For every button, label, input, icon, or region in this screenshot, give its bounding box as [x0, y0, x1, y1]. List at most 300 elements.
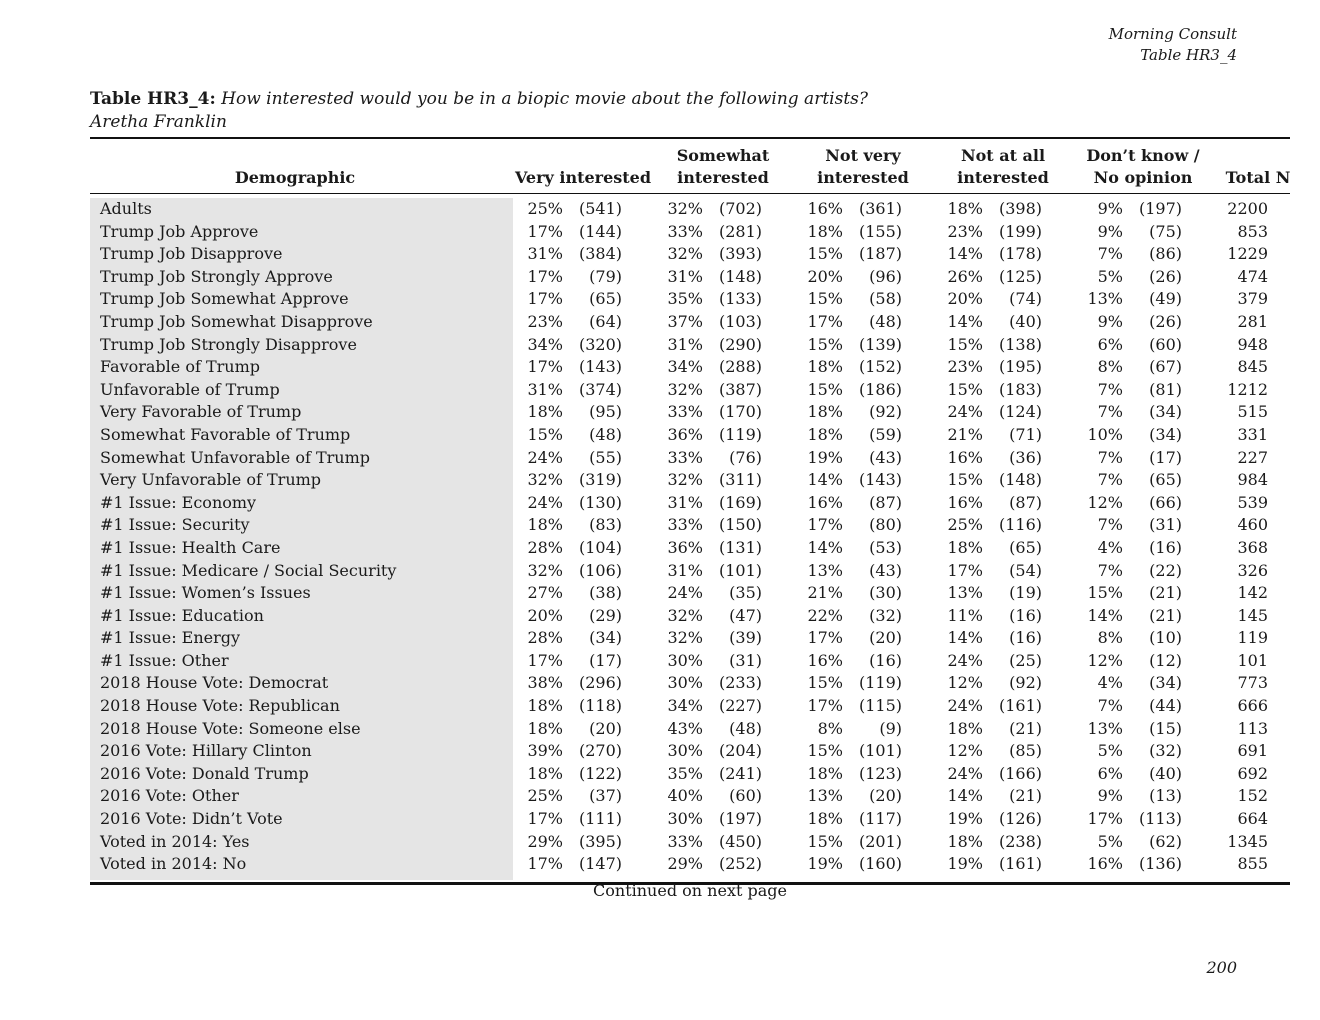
table-row: [90, 198, 1290, 221]
table-row: [90, 560, 1290, 583]
not-very-interested-pct: 18%: [807, 357, 843, 377]
col-very-interested: Very interested: [514, 168, 652, 187]
dont-know-count: (65): [1149, 470, 1182, 490]
total-n: 664: [1237, 809, 1268, 829]
very-interested-pct: 25%: [527, 199, 563, 218]
not-at-all-interested-count: (74): [1009, 289, 1042, 309]
not-very-interested-pct: 19%: [807, 854, 843, 874]
somewhat-interested-pct: 29%: [667, 854, 703, 874]
table-row: [90, 334, 1290, 357]
table-row: [90, 537, 1290, 560]
very-interested-count: (79): [589, 266, 622, 286]
not-very-interested-count: (160): [858, 854, 902, 874]
very-interested-pct: 29%: [527, 831, 563, 851]
dont-know-count: (15): [1149, 718, 1182, 738]
not-at-all-interested-count: (161): [998, 854, 1042, 874]
very-interested-count: (143): [578, 357, 622, 377]
somewhat-interested-count: (233): [718, 673, 762, 693]
very-interested-pct: 24%: [527, 447, 563, 467]
not-very-interested-count: (96): [869, 266, 902, 286]
not-at-all-interested-pct: 24%: [947, 650, 983, 670]
very-interested-count: (64): [589, 311, 622, 331]
not-at-all-interested-count: (21): [1009, 718, 1042, 738]
dont-know-count: (34): [1149, 673, 1182, 693]
col-notvery-line2: interested: [817, 168, 909, 187]
somewhat-interested-pct: 33%: [667, 221, 703, 241]
not-at-all-interested-pct: 24%: [947, 696, 983, 716]
col-notatall-line2: interested: [957, 168, 1049, 187]
dont-know-pct: 7%: [1097, 447, 1123, 467]
not-very-interested-count: (43): [869, 447, 902, 467]
dont-know-pct: 7%: [1097, 560, 1123, 580]
not-very-interested-count: (361): [858, 199, 902, 218]
somewhat-interested-count: (47): [729, 605, 762, 625]
col-somewhat-line1: Somewhat: [676, 146, 770, 165]
very-interested-count: (20): [589, 718, 622, 738]
table-row: [90, 469, 1290, 492]
total-n: 368: [1237, 537, 1268, 557]
very-interested-pct: 18%: [527, 763, 563, 783]
dont-know-count: (81): [1149, 379, 1182, 399]
not-at-all-interested-pct: 26%: [947, 266, 983, 286]
very-interested-count: (95): [589, 402, 622, 422]
not-at-all-interested-pct: 14%: [947, 311, 983, 331]
table-question: How interested would you be in a biopic movie about the following artists?: [221, 89, 868, 109]
somewhat-interested-pct: 37%: [667, 311, 703, 331]
not-very-interested-count: (9): [879, 718, 902, 738]
dont-know-pct: 7%: [1097, 379, 1123, 399]
dont-know-count: (10): [1149, 628, 1182, 648]
table-row: [90, 718, 1290, 741]
page-number: 200: [1206, 958, 1237, 977]
dont-know-pct: 8%: [1097, 357, 1123, 377]
table-label: Table HR3_4:: [90, 89, 216, 109]
somewhat-interested-count: (290): [718, 334, 762, 354]
not-at-all-interested-pct: 21%: [947, 424, 983, 444]
table-row: [90, 424, 1290, 447]
dont-know-count: (26): [1149, 311, 1182, 331]
very-interested-count: (17): [589, 650, 622, 670]
somewhat-interested-pct: 36%: [667, 424, 703, 444]
not-very-interested-pct: 18%: [807, 402, 843, 422]
dont-know-count: (21): [1149, 605, 1182, 625]
very-interested-count: (320): [578, 334, 622, 354]
very-interested-pct: 23%: [527, 311, 563, 331]
not-very-interested-count: (115): [858, 696, 902, 716]
not-very-interested-pct: 18%: [807, 809, 843, 829]
not-very-interested-count: (59): [869, 424, 902, 444]
table-row: [90, 243, 1290, 266]
not-at-all-interested-pct: 18%: [947, 537, 983, 557]
somewhat-interested-count: (281): [718, 221, 762, 241]
somewhat-interested-count: (31): [729, 650, 762, 670]
not-at-all-interested-count: (138): [998, 334, 1042, 354]
dont-know-pct: 5%: [1097, 266, 1123, 286]
dont-know-count: (67): [1149, 357, 1182, 377]
not-very-interested-pct: 15%: [807, 289, 843, 309]
row-label: #1 Issue: Energy: [100, 628, 241, 648]
somewhat-interested-count: (39): [729, 628, 762, 648]
total-n: 474: [1237, 266, 1268, 286]
somewhat-interested-count: (60): [729, 786, 762, 806]
row-label: #1 Issue: Economy: [100, 492, 257, 512]
table-row: [90, 379, 1290, 402]
row-label: 2016 Vote: Hillary Clinton: [100, 741, 312, 761]
very-interested-count: (106): [578, 560, 622, 580]
very-interested-pct: 39%: [527, 741, 563, 761]
very-interested-pct: 31%: [527, 244, 563, 264]
dont-know-count: (32): [1149, 741, 1182, 761]
somewhat-interested-pct: 32%: [667, 605, 703, 625]
total-n: 666: [1237, 696, 1268, 716]
dont-know-pct: 15%: [1087, 583, 1123, 603]
dont-know-count: (197): [1138, 199, 1182, 218]
not-very-interested-count: (20): [869, 628, 902, 648]
dont-know-pct: 5%: [1097, 831, 1123, 851]
somewhat-interested-count: (48): [729, 718, 762, 738]
not-at-all-interested-count: (199): [998, 221, 1042, 241]
not-very-interested-pct: 15%: [807, 334, 843, 354]
not-at-all-interested-pct: 12%: [947, 741, 983, 761]
very-interested-count: (83): [589, 515, 622, 535]
not-at-all-interested-count: (19): [1009, 583, 1042, 603]
table-row: [90, 311, 1290, 334]
row-label: Somewhat Unfavorable of Trump: [100, 447, 370, 467]
table-row: [90, 288, 1290, 311]
dont-know-pct: 6%: [1097, 334, 1123, 354]
not-at-all-interested-count: (126): [998, 809, 1042, 829]
not-at-all-interested-pct: 15%: [947, 334, 983, 354]
table-body: [90, 194, 1290, 882]
not-very-interested-count: (58): [869, 289, 902, 309]
not-very-interested-count: (152): [858, 357, 902, 377]
not-at-all-interested-pct: 14%: [947, 628, 983, 648]
not-at-all-interested-count: (65): [1009, 537, 1042, 557]
not-at-all-interested-count: (178): [998, 244, 1042, 264]
dont-know-count: (13): [1149, 786, 1182, 806]
row-label: Voted in 2014: Yes: [100, 831, 250, 851]
very-interested-count: (65): [589, 289, 622, 309]
somewhat-interested-count: (311): [718, 470, 762, 490]
row-label: #1 Issue: Medicare / Social Security: [100, 560, 397, 580]
not-at-all-interested-pct: 19%: [947, 854, 983, 874]
not-at-all-interested-count: (21): [1009, 786, 1042, 806]
table-row: [90, 447, 1290, 470]
total-n: 984: [1237, 470, 1268, 490]
table-row: [90, 672, 1290, 695]
somewhat-interested-pct: 40%: [667, 786, 703, 806]
not-at-all-interested-pct: 15%: [947, 379, 983, 399]
somewhat-interested-pct: 31%: [667, 560, 703, 580]
row-label: Unfavorable of Trump: [100, 379, 280, 399]
not-very-interested-count: (48): [869, 311, 902, 331]
dont-know-count: (16): [1149, 537, 1182, 557]
very-interested-pct: 38%: [527, 673, 563, 693]
very-interested-pct: 18%: [527, 696, 563, 716]
table-row: [90, 605, 1290, 628]
not-at-all-interested-count: (87): [1009, 492, 1042, 512]
dont-know-count: (26): [1149, 266, 1182, 286]
row-label: Trump Job Somewhat Disapprove: [100, 311, 373, 331]
very-interested-pct: 32%: [527, 470, 563, 490]
not-at-all-interested-count: (16): [1009, 605, 1042, 625]
very-interested-count: (319): [578, 470, 622, 490]
somewhat-interested-count: (227): [718, 696, 762, 716]
very-interested-count: (104): [578, 537, 622, 557]
not-very-interested-count: (119): [858, 673, 902, 693]
not-very-interested-pct: 21%: [807, 583, 843, 603]
not-at-all-interested-pct: 25%: [947, 515, 983, 535]
table-row: [90, 808, 1290, 831]
not-at-all-interested-pct: 12%: [947, 673, 983, 693]
dont-know-pct: 7%: [1097, 470, 1123, 490]
row-label: 2016 Vote: Donald Trump: [100, 763, 309, 783]
very-interested-pct: 17%: [527, 854, 563, 874]
very-interested-count: (38): [589, 583, 622, 603]
somewhat-interested-count: (702): [718, 199, 762, 218]
very-interested-pct: 20%: [527, 605, 563, 625]
somewhat-interested-pct: 32%: [667, 199, 703, 218]
somewhat-interested-pct: 33%: [667, 402, 703, 422]
not-very-interested-pct: 17%: [807, 311, 843, 331]
dont-know-count: (86): [1149, 244, 1182, 264]
not-very-interested-count: (32): [869, 605, 902, 625]
somewhat-interested-pct: 33%: [667, 515, 703, 535]
dont-know-pct: 5%: [1097, 741, 1123, 761]
somewhat-interested-count: (252): [718, 854, 762, 874]
somewhat-interested-pct: 34%: [667, 357, 703, 377]
not-at-all-interested-pct: 20%: [947, 289, 983, 309]
not-very-interested-count: (117): [858, 809, 902, 829]
somewhat-interested-pct: 34%: [667, 696, 703, 716]
dont-know-pct: 7%: [1097, 244, 1123, 264]
col-notatall-line1: Not at all: [960, 146, 1046, 165]
row-label: Trump Job Approve: [100, 221, 259, 241]
somewhat-interested-count: (197): [718, 809, 762, 829]
dont-know-pct: 14%: [1087, 605, 1123, 625]
somewhat-interested-pct: 33%: [667, 447, 703, 467]
somewhat-interested-pct: 35%: [667, 289, 703, 309]
not-at-all-interested-pct: 23%: [947, 357, 983, 377]
total-n: 331: [1237, 424, 1268, 444]
very-interested-pct: 24%: [527, 492, 563, 512]
dont-know-pct: 13%: [1087, 718, 1123, 738]
somewhat-interested-count: (148): [718, 266, 762, 286]
not-very-interested-pct: 15%: [807, 379, 843, 399]
total-n: 1212: [1227, 379, 1268, 399]
somewhat-interested-pct: 32%: [667, 379, 703, 399]
not-at-all-interested-count: (85): [1009, 741, 1042, 761]
very-interested-pct: 17%: [527, 266, 563, 286]
dont-know-count: (44): [1149, 696, 1182, 716]
very-interested-pct: 25%: [527, 786, 563, 806]
not-at-all-interested-count: (124): [998, 402, 1042, 422]
very-interested-count: (118): [578, 696, 622, 716]
header-org: Morning Consult: [1108, 25, 1237, 43]
dont-know-pct: 9%: [1097, 311, 1123, 331]
very-interested-pct: 17%: [527, 357, 563, 377]
total-n: 113: [1237, 718, 1268, 738]
row-label: Trump Job Somewhat Approve: [100, 289, 349, 309]
table-subtitle: Aretha Franklin: [90, 112, 227, 132]
not-at-all-interested-count: (25): [1009, 650, 1042, 670]
row-label: #1 Issue: Security: [100, 515, 250, 535]
not-at-all-interested-count: (398): [998, 199, 1042, 218]
dont-know-count: (22): [1149, 560, 1182, 580]
total-n: 539: [1237, 492, 1268, 512]
total-n: 1229: [1227, 244, 1268, 264]
not-very-interested-pct: 15%: [807, 741, 843, 761]
very-interested-count: (374): [578, 379, 622, 399]
very-interested-pct: 17%: [527, 809, 563, 829]
very-interested-count: (29): [589, 605, 622, 625]
dont-know-count: (113): [1138, 809, 1182, 829]
row-label: Very Favorable of Trump: [100, 402, 302, 422]
total-n: 281: [1237, 311, 1268, 331]
somewhat-interested-pct: 31%: [667, 266, 703, 286]
not-very-interested-pct: 15%: [807, 244, 843, 264]
continued-note: Continued on next page: [593, 881, 787, 900]
not-at-all-interested-pct: 16%: [947, 447, 983, 467]
somewhat-interested-pct: 32%: [667, 470, 703, 490]
somewhat-interested-count: (450): [718, 831, 762, 851]
somewhat-interested-count: (76): [729, 447, 762, 467]
row-label: 2016 Vote: Other: [100, 786, 239, 806]
somewhat-interested-count: (150): [718, 515, 762, 535]
dont-know-count: (31): [1149, 515, 1182, 535]
not-very-interested-count: (123): [858, 763, 902, 783]
very-interested-pct: 34%: [527, 334, 563, 354]
total-n: 692: [1237, 763, 1268, 783]
dont-know-count: (136): [1138, 854, 1182, 874]
somewhat-interested-pct: 32%: [667, 244, 703, 264]
not-very-interested-count: (16): [869, 650, 902, 670]
not-at-all-interested-pct: 11%: [947, 605, 983, 625]
somewhat-interested-count: (204): [718, 741, 762, 761]
very-interested-count: (48): [589, 424, 622, 444]
dont-know-count: (75): [1149, 221, 1182, 241]
table-row: [90, 740, 1290, 763]
not-very-interested-count: (87): [869, 492, 902, 512]
total-n: 845: [1237, 357, 1268, 377]
total-n: 853: [1237, 221, 1268, 241]
not-at-all-interested-pct: 16%: [947, 492, 983, 512]
table-title: [90, 88, 868, 134]
row-label: #1 Issue: Education: [100, 605, 264, 625]
not-very-interested-pct: 15%: [807, 673, 843, 693]
table-row: [90, 221, 1290, 244]
very-interested-pct: 18%: [527, 515, 563, 535]
total-n: 379: [1237, 289, 1268, 309]
total-n: 2200: [1227, 199, 1268, 218]
not-very-interested-count: (139): [858, 334, 902, 354]
table-row: [90, 401, 1290, 424]
not-at-all-interested-count: (54): [1009, 560, 1042, 580]
dont-know-pct: 12%: [1087, 492, 1123, 512]
table-row: [90, 582, 1290, 605]
dont-know-pct: 7%: [1097, 696, 1123, 716]
somewhat-interested-pct: 31%: [667, 334, 703, 354]
total-n: 773: [1237, 673, 1268, 693]
row-label: 2018 House Vote: Someone else: [100, 718, 361, 738]
somewhat-interested-count: (133): [718, 289, 762, 309]
somewhat-interested-count: (35): [729, 583, 762, 603]
row-label: #1 Issue: Health Care: [100, 537, 281, 557]
very-interested-pct: 31%: [527, 379, 563, 399]
somewhat-interested-pct: 33%: [667, 831, 703, 851]
col-dk-line1: Don’t know /: [1086, 146, 1200, 165]
somewhat-interested-pct: 24%: [667, 583, 703, 603]
row-label: Somewhat Favorable of Trump: [100, 424, 351, 444]
somewhat-interested-count: (387): [718, 379, 762, 399]
dont-know-pct: 7%: [1097, 515, 1123, 535]
dont-know-pct: 12%: [1087, 650, 1123, 670]
not-very-interested-pct: 18%: [807, 221, 843, 241]
total-n: 855: [1237, 854, 1268, 874]
table-header: [90, 139, 1290, 193]
total-n: 152: [1237, 786, 1268, 806]
not-at-all-interested-count: (195): [998, 357, 1042, 377]
not-very-interested-count: (155): [858, 221, 902, 241]
very-interested-pct: 15%: [527, 424, 563, 444]
row-label: Favorable of Trump: [100, 357, 261, 377]
dont-know-count: (40): [1149, 763, 1182, 783]
total-n: 119: [1237, 628, 1268, 648]
not-at-all-interested-count: (161): [998, 696, 1042, 716]
not-at-all-interested-count: (40): [1009, 311, 1042, 331]
row-label: Trump Job Strongly Approve: [100, 266, 333, 286]
row-label: Adults: [100, 199, 152, 218]
very-interested-count: (296): [578, 673, 622, 693]
dont-know-pct: 7%: [1097, 402, 1123, 422]
very-interested-pct: 18%: [527, 718, 563, 738]
not-at-all-interested-count: (71): [1009, 424, 1042, 444]
not-very-interested-count: (80): [869, 515, 902, 535]
not-very-interested-pct: 8%: [817, 718, 843, 738]
col-total-n: Total N: [1225, 168, 1291, 187]
total-n: 691: [1237, 741, 1268, 761]
not-at-all-interested-pct: 14%: [947, 786, 983, 806]
somewhat-interested-count: (393): [718, 244, 762, 264]
somewhat-interested-pct: 31%: [667, 492, 703, 512]
dont-know-pct: 13%: [1087, 289, 1123, 309]
dont-know-count: (66): [1149, 492, 1182, 512]
not-at-all-interested-pct: 24%: [947, 763, 983, 783]
row-label: Trump Job Disapprove: [100, 244, 283, 264]
dont-know-pct: 10%: [1087, 424, 1123, 444]
not-at-all-interested-pct: 14%: [947, 244, 983, 264]
dont-know-pct: 16%: [1087, 854, 1123, 874]
total-n: 1345: [1227, 831, 1268, 851]
very-interested-count: (55): [589, 447, 622, 467]
very-interested-count: (144): [578, 221, 622, 241]
very-interested-count: (147): [578, 854, 622, 874]
very-interested-count: (34): [589, 628, 622, 648]
row-label: 2018 House Vote: Democrat: [100, 673, 329, 693]
dont-know-count: (34): [1149, 402, 1182, 422]
not-at-all-interested-pct: 18%: [947, 718, 983, 738]
not-very-interested-count: (53): [869, 537, 902, 557]
not-very-interested-pct: 13%: [807, 560, 843, 580]
dont-know-pct: 4%: [1097, 537, 1123, 557]
dont-know-pct: 8%: [1097, 628, 1123, 648]
crosstab-table: [90, 137, 1291, 900]
dont-know-count: (62): [1149, 831, 1182, 851]
somewhat-interested-count: (101): [718, 560, 762, 580]
not-at-all-interested-count: (166): [998, 763, 1042, 783]
very-interested-pct: 17%: [527, 289, 563, 309]
very-interested-pct: 32%: [527, 560, 563, 580]
